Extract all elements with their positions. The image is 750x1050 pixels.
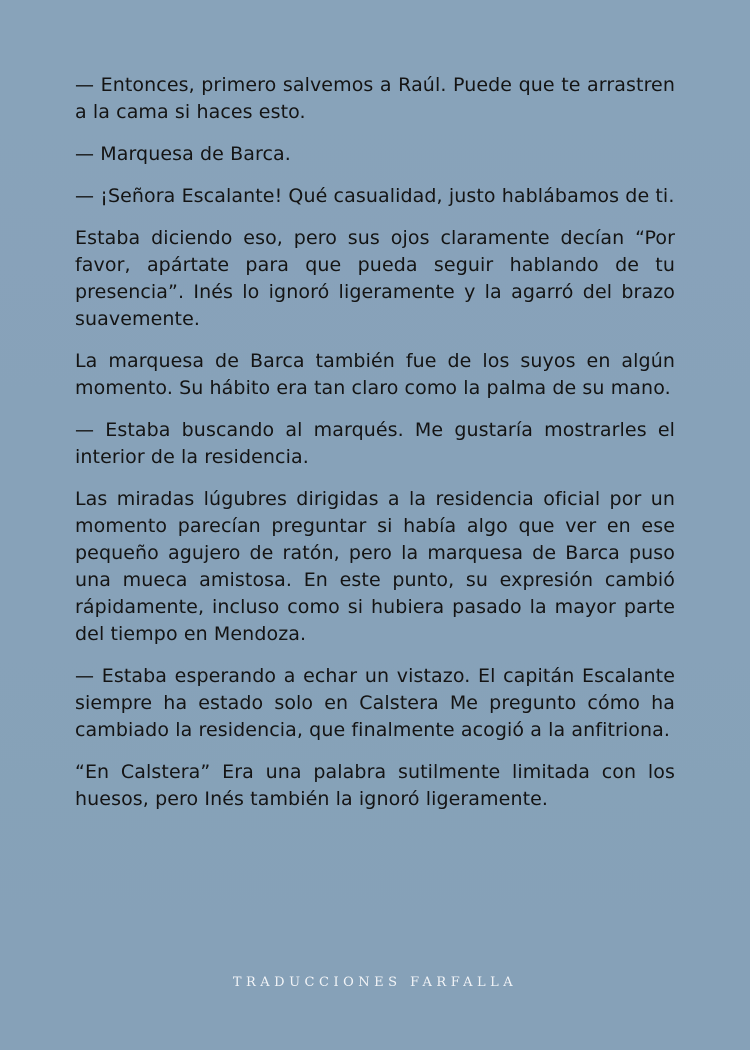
paragraph-6: — Estaba buscando al marqués. Me gustaría mostrarles el interior de la residencia.: [75, 419, 675, 468]
paragraph-7: Las miradas lúgubres dirigidas a la residencia oficial por un momento parecían preguntar si había algo que ver en ese pequeño agujero de ratón, pero la marquesa de Barca puso una mueca amistosa. En este punto, su expresión cambió rápidamente, incluso como si hubiera pasado la mayor parte del tiempo en Mendoza.: [75, 488, 675, 645]
paragraph-4: Estaba diciendo eso, pero sus ojos claramente decían “Por favor, apártate para que pueda seguir hablando de tu presencia”. Inés lo ignoró ligeramente y la agarró del brazo suavemente.: [75, 227, 675, 330]
story-text: [75, 72, 675, 828]
paragraph-1: — Entonces, primero salvemos a Raúl. Puede que te arrastren a la cama si haces esto.: [75, 74, 675, 123]
paragraph-9: “En Calstera” Era una palabra sutilmente limitada con los huesos, pero Inés también la ignoró ligeramente.: [75, 761, 675, 810]
paragraph-3: — ¡Señora Escalante! Qué casualidad, justo hablábamos de ti.: [75, 185, 675, 207]
paragraph-5: La marquesa de Barca también fue de los suyos en algún momento. Su hábito era tan claro como la palma de su mano.: [75, 350, 675, 399]
footer-credit: TRADUCCIONES FARFALLA: [232, 975, 518, 990]
paragraph-8: — Estaba esperando a echar un vistazo. El capitán Escalante siempre ha estado solo en Calstera Me pregunto cómo ha cambiado la residencia, que finalmente acogió a la anfitriona.: [75, 665, 675, 741]
paragraph-2: — Marquesa de Barca.: [75, 143, 291, 165]
